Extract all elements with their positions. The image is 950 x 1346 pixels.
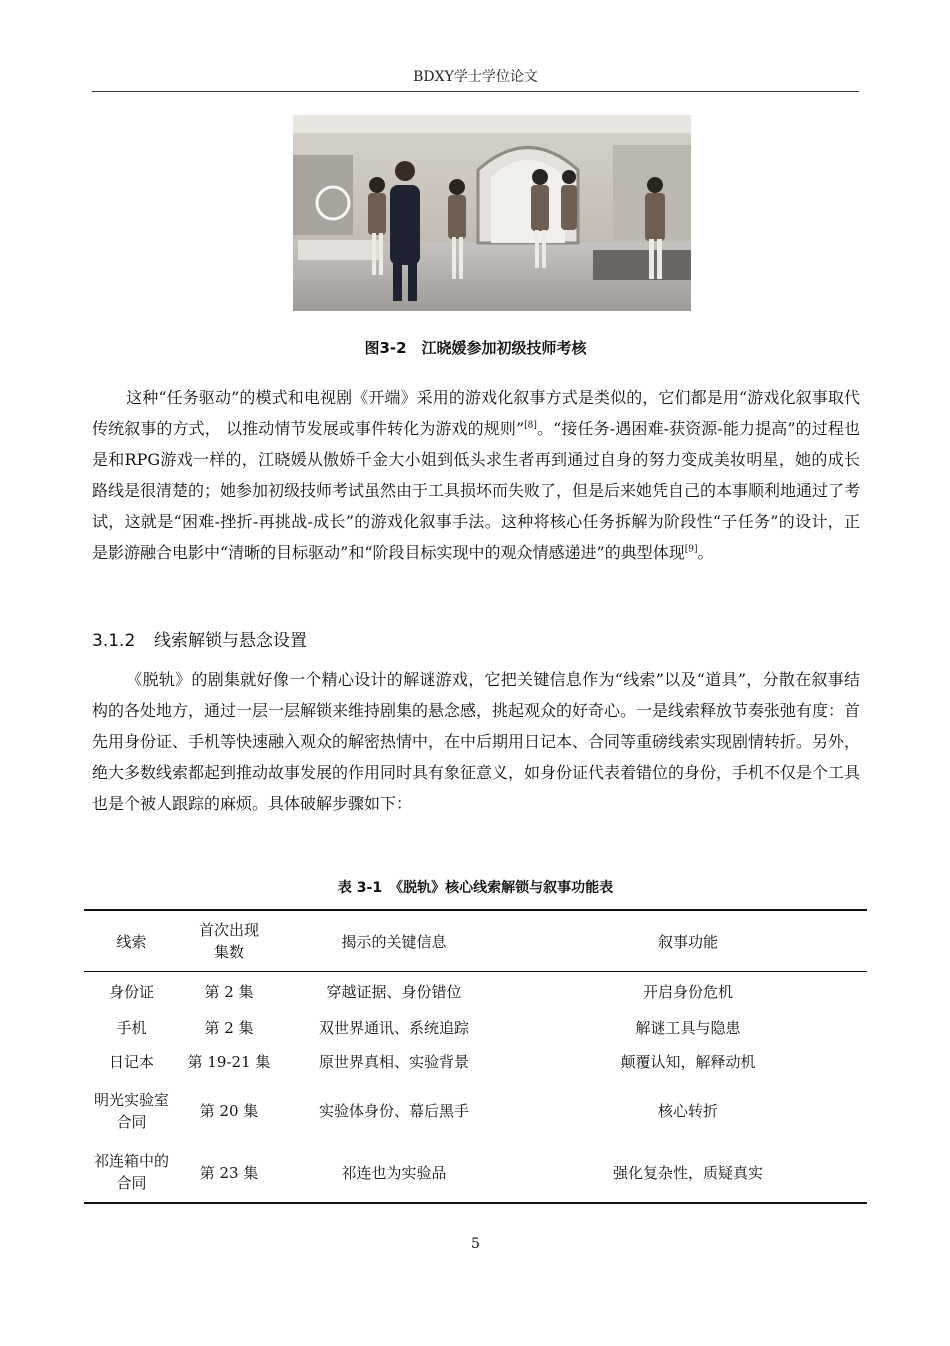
table-cell: 第 2 集 (204, 1019, 254, 1037)
table-cell: 第 20 集 (199, 1102, 259, 1120)
body-paragraph-2 (92, 664, 860, 819)
table-row (84, 1143, 867, 1203)
paragraph-1-text-b: 。“接任务-遇困难-获资源-能力提高”的过程也是和RPG游戏一样的，江晓媛从傲娇千金大小姐到低头求生者再到通过自身的努力变成美妆明星，她的成长路线是很清楚的；她参加初级技师考试虽然由于工具损坏而失败了，但是后来她凭自己的本事顺利地通过了考试，这就是“困难-挫折-再挑战-成长”的游戏化叙事手法。这种将核心任务拆解为阶段性“子任务”的设计，正是影游融合电影中“清晰的目标驱动”和“阶段目标实现中的观众情感递进”的典型体现 (92, 419, 861, 562)
figure-photo (293, 115, 691, 311)
table-row (84, 1079, 867, 1143)
page-number: 5 (471, 1236, 480, 1252)
table-cell: 第 2 集 (204, 982, 254, 1001)
citation-9: [9] (684, 544, 698, 555)
running-header: BDXY学士学位论文 (413, 69, 538, 85)
paragraph-1-text-c: 。 (697, 543, 714, 562)
citation-8: [8] (524, 420, 537, 431)
table-cell: 穿越证据、身份错位 (326, 982, 462, 1001)
table-caption: 表 3-1 《脱轨》核心线索解锁与叙事功能表 (337, 880, 614, 896)
table-cell: 开启身份危机 (642, 982, 733, 1001)
table-cell: 祁连箱中的合同 (84, 1143, 179, 1203)
table-cell: 颠覆认知，解释动机 (620, 1053, 756, 1071)
table-cell: 祁连也为实验品 (279, 1143, 509, 1203)
clue-table (84, 909, 867, 1204)
table-cell: 实验体身份、幕后黑手 (318, 1102, 469, 1120)
table-cell: 明光实验室合同 (94, 1090, 170, 1131)
section-title: 线索解锁与悬念设置 (154, 631, 307, 651)
table-cell: 第 19-21 集 (187, 1053, 271, 1071)
table-header-row (84, 910, 867, 972)
table-cell: 强化复杂性，质疑真实 (509, 1143, 867, 1203)
header-first-episode: 首次出现集数 (179, 910, 279, 972)
header-rule (92, 91, 859, 92)
table-cell: 原世界真相、实验背景 (318, 1053, 469, 1071)
paragraph-1-text-a: 这种“任务驱动”的模式和电视剧《开端》采用的游戏化叙事方式是类似的，它们都是用“游戏化叙事取代传统叙事的方式， 以推动情节发展或事件转化为游戏的规则” (92, 388, 860, 438)
header-narrative-function: 叙事功能 (509, 910, 867, 972)
section-heading (92, 626, 307, 651)
table-row (84, 1045, 867, 1079)
table-row (84, 972, 867, 1011)
table-cell: 手机 (116, 1019, 147, 1037)
table-cell: 双世界通讯、系统追踪 (318, 1019, 469, 1037)
table-row (84, 1011, 867, 1045)
body-paragraph-1 (92, 382, 860, 568)
section-number: 3.1.2 (92, 631, 136, 651)
header-key-info: 揭示的关键信息 (279, 910, 509, 972)
table-cell: 第 23 集 (179, 1143, 279, 1203)
table-cell: 身份证 (108, 982, 154, 1001)
paragraph-2-text: 《脱轨》的剧集就好像一个精心设计的解谜游戏，它把关键信息作为“线索”以及“道具”，分散在叙事结构的各处地方，通过一层一层解锁来维持剧集的悬念感，挑起观众的好奇心。一是线索释放节奏张弛有度：首先用身份证、手机等快速融入观众的解密热情中，在中后期用日记本、合同等重磅线索实现剧情转折。另外，绝大多数线索都起到推动故事发展的作用同时具有象征意义，如身份证代表着错位的身份，手机不仅是个工具也是个被人跟踪的麻烦。具体破解步骤如下： (92, 670, 861, 813)
header-clue: 线索 (84, 910, 179, 972)
table-cell: 解谜工具与隐患 (635, 1019, 741, 1037)
table-cell: 核心转折 (657, 1102, 718, 1120)
table-cell: 日记本 (108, 1053, 154, 1071)
figure-caption: 图3-2 江晓媛参加初级技师考核 (364, 339, 587, 357)
